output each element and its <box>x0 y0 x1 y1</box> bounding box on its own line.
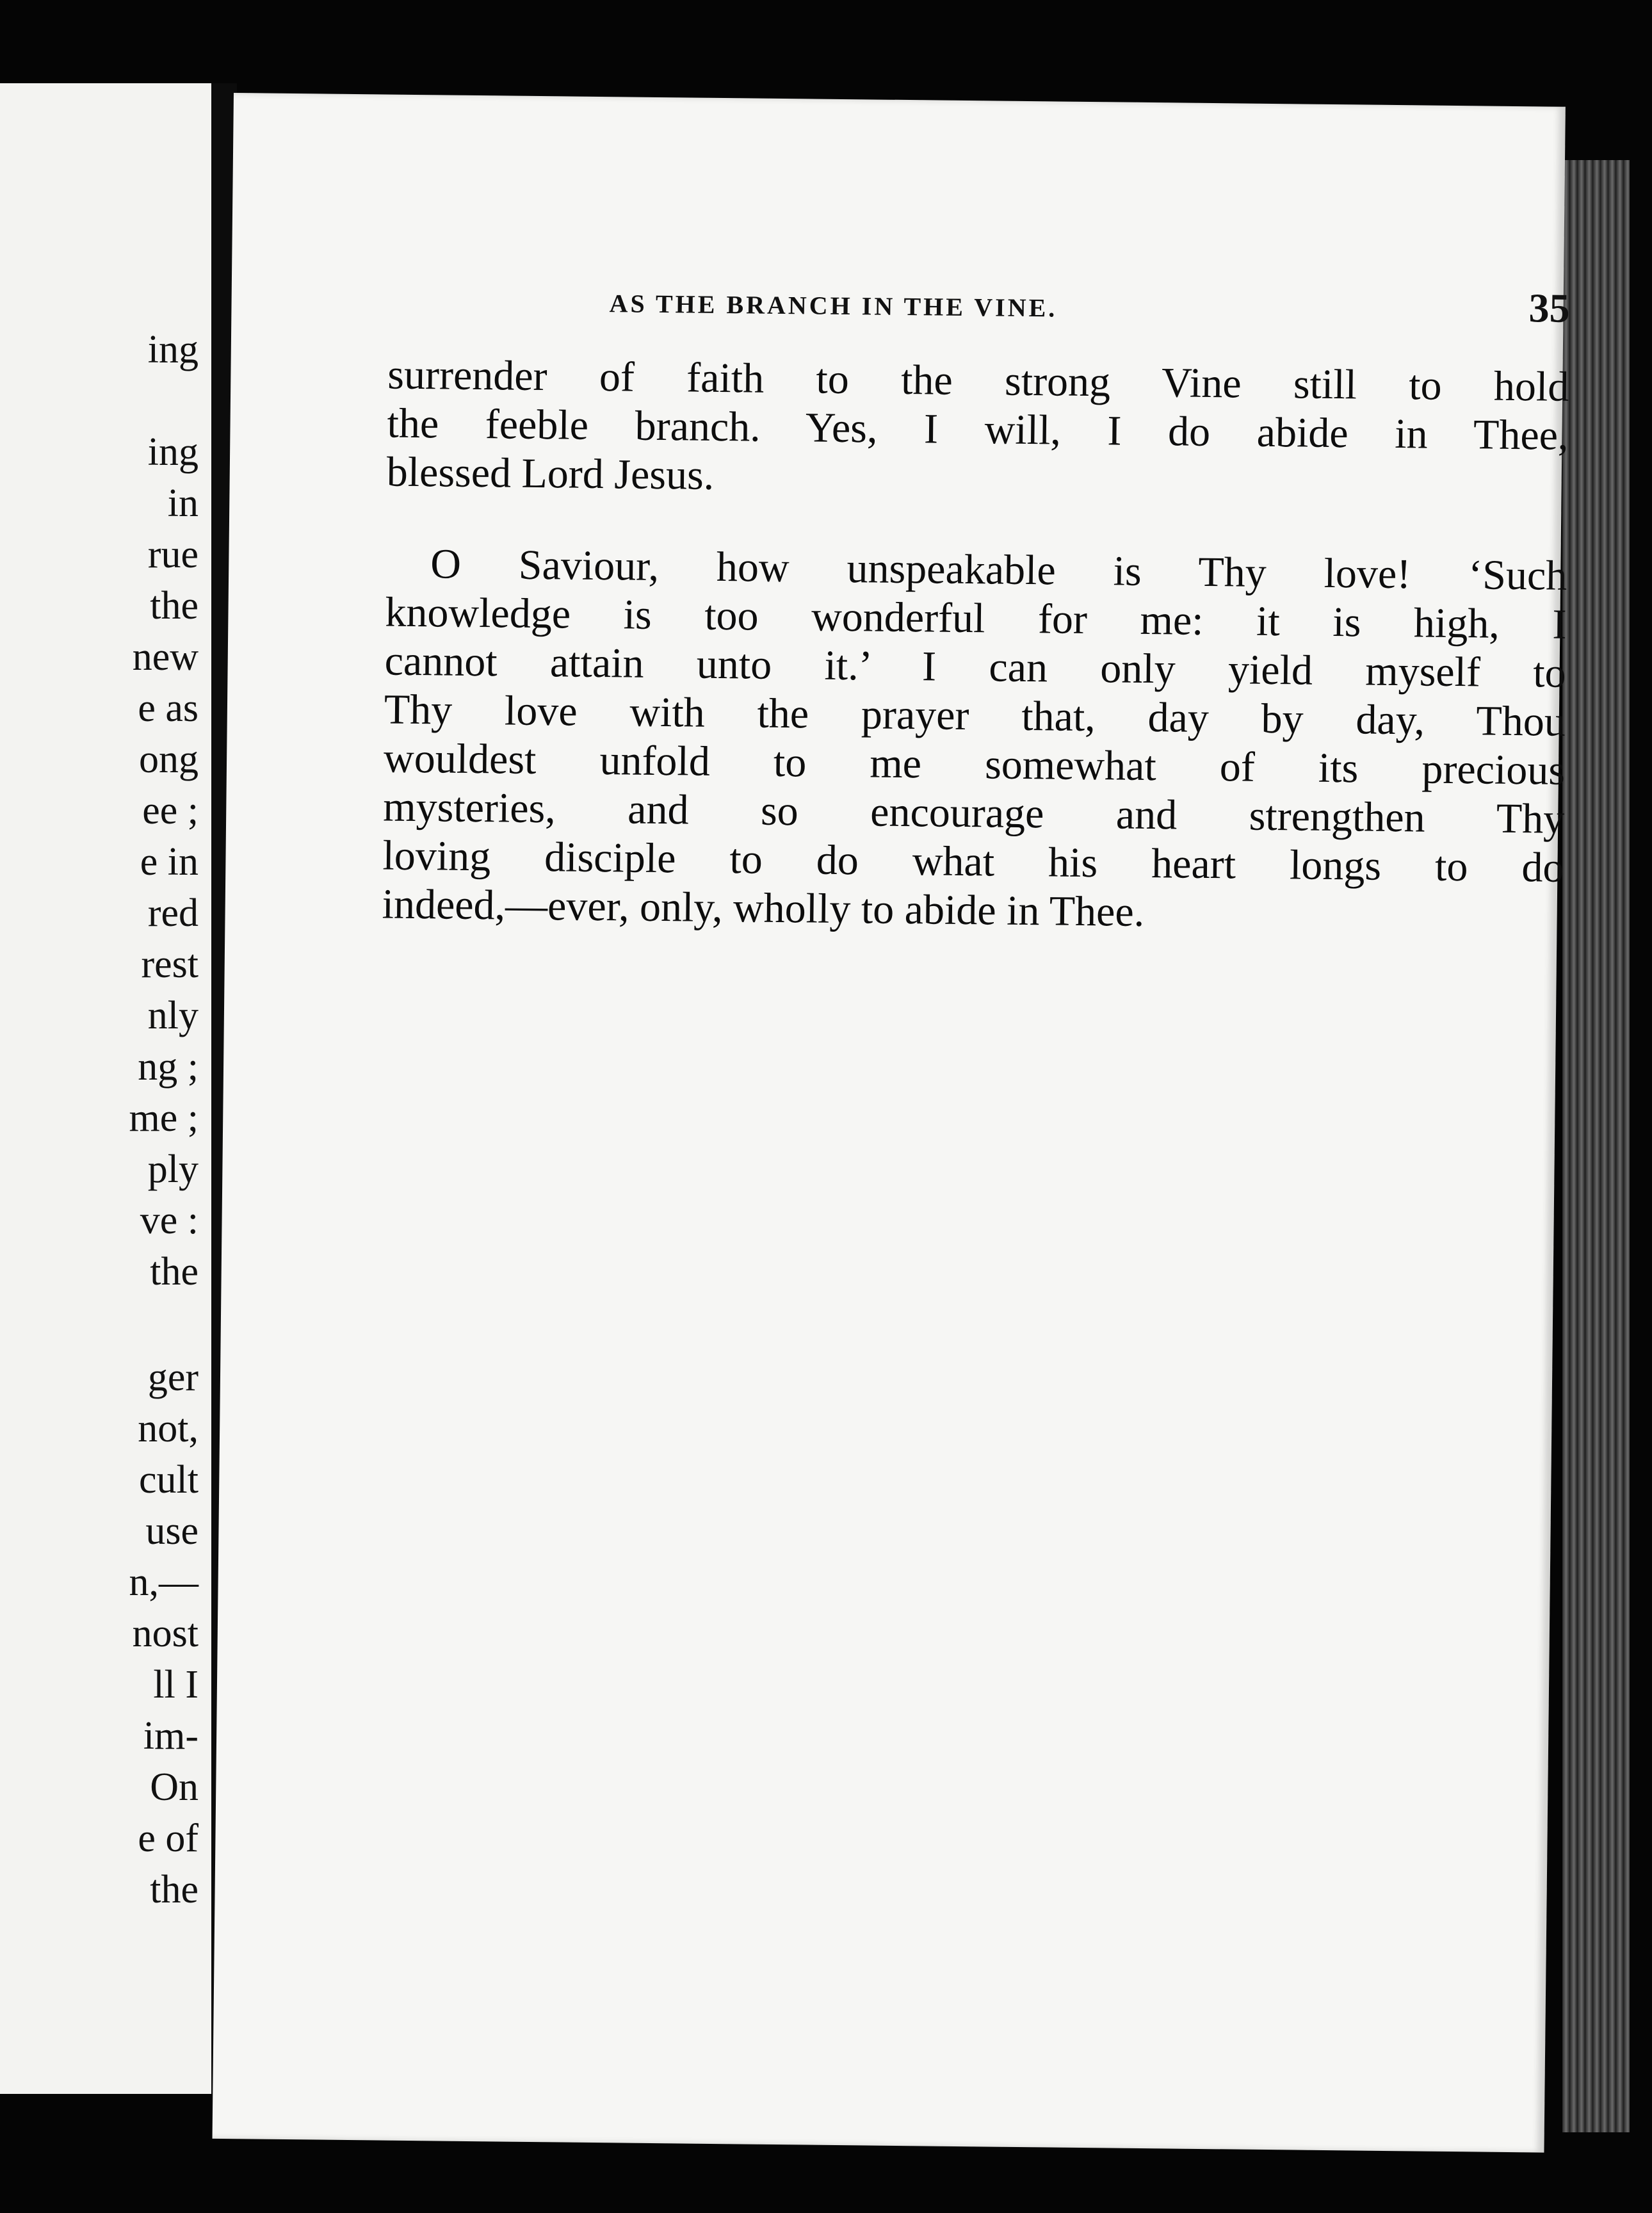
left-line: in <box>167 482 198 525</box>
book-page <box>213 93 1570 2153</box>
left-line: me ; <box>129 1096 198 1140</box>
left-line: On <box>150 1765 198 1809</box>
left-line: e of <box>138 1817 198 1860</box>
left-line: im- <box>143 1714 198 1758</box>
left-line: ply <box>147 1147 198 1191</box>
text-line: mysteries, and so encourage and strengthen Thy <box>382 783 1565 843</box>
left-line: n,— <box>129 1560 198 1604</box>
left-line: ger <box>147 1356 198 1399</box>
text-line: O Saviour, how unspeakable is Thy love! ‘Such <box>430 540 1567 599</box>
running-title: AS THE BRANCH IN THE VINE. <box>609 289 1058 323</box>
paragraph-prayer <box>382 540 1567 941</box>
left-line: red <box>147 891 198 935</box>
left-line: use <box>145 1509 198 1553</box>
page-edges <box>1562 160 1630 2132</box>
left-line: nost <box>132 1612 198 1655</box>
left-line: ong <box>139 738 198 781</box>
previous-page-fragment <box>0 83 211 2094</box>
left-line: new <box>132 635 198 679</box>
left-line: ve : <box>140 1199 198 1242</box>
left-line: e as <box>138 686 198 730</box>
left-line: the <box>150 1250 198 1293</box>
left-line: the <box>150 584 198 628</box>
text-line: blessed Lord Jesus. <box>386 448 715 499</box>
left-line: ing <box>147 328 198 371</box>
text-line: indeed,—ever, only, wholly to abide in Thee. <box>382 880 1145 936</box>
text-line: wouldest unfold to me somewhat of its precious <box>383 734 1566 794</box>
left-line: not, <box>138 1407 198 1450</box>
page-number: 35 <box>1528 285 1570 331</box>
left-line: nly <box>147 994 198 1037</box>
text-line: the feeble branch. Yes, I will, I do abide in Thee, <box>387 400 1569 459</box>
left-line: cult <box>139 1458 198 1502</box>
left-line: ing <box>147 430 198 474</box>
text-line: knowledge is too wonderful for me: it is high, I <box>385 588 1567 648</box>
left-line: rue <box>147 533 198 576</box>
left-line: e in <box>140 840 198 884</box>
left-line: the <box>150 1868 198 1911</box>
left-line: ng ; <box>138 1045 198 1089</box>
left-line: rest <box>141 943 198 986</box>
running-head <box>609 275 1570 332</box>
left-line: ll I <box>153 1663 198 1706</box>
text-line: Thy love with the prayer that, day by day, Thou <box>384 686 1566 745</box>
left-line: ee ; <box>142 789 198 832</box>
text-line: cannot attain unto it.’ I can only yield myself to <box>384 637 1567 697</box>
text-line: surrender of faith to the strong Vine still to hold <box>387 351 1569 410</box>
text-line: loving disciple to do what his heart longs to do <box>382 832 1564 891</box>
paragraph-continued <box>386 351 1569 509</box>
